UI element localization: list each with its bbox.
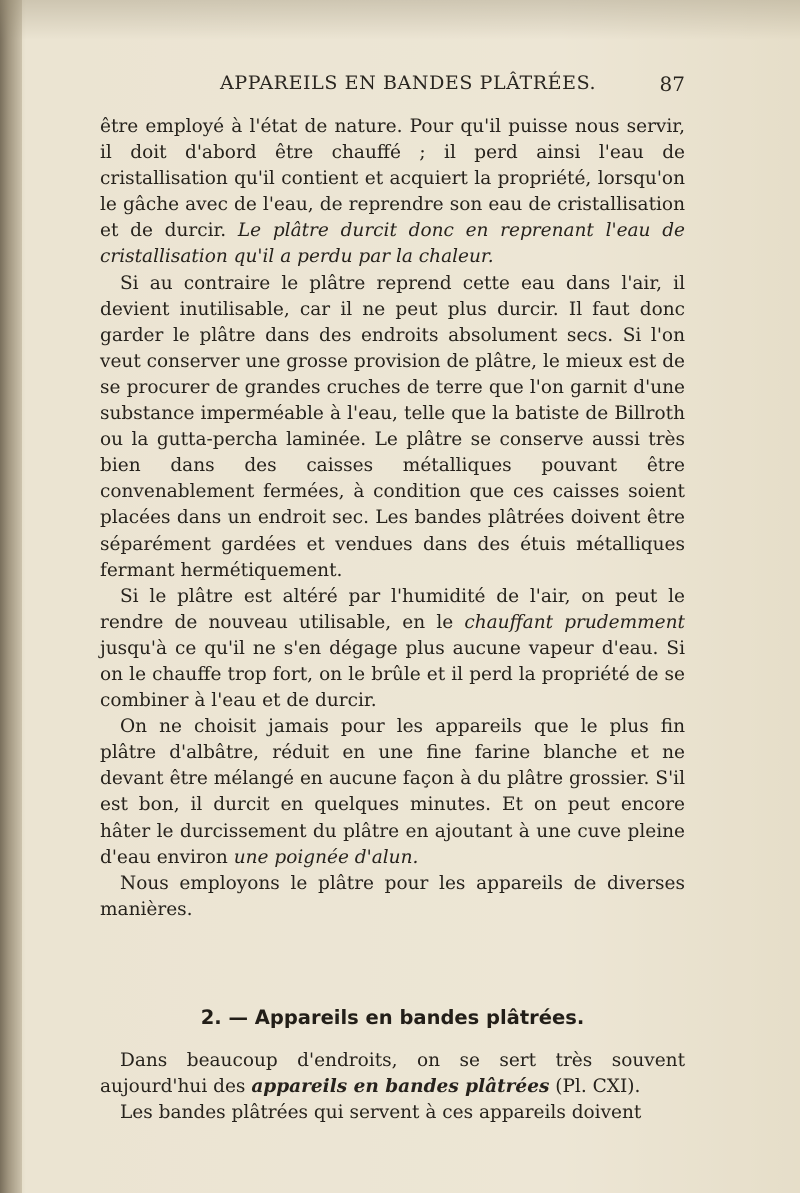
emphasis-text: chauffant prudemment: [464, 611, 685, 633]
paragraph: [100, 271, 685, 584]
paragraph: [100, 714, 685, 871]
running-header: [100, 72, 685, 102]
text-run: Si au contraire le plâtre reprend cette eau dans l'air, il devient inutilisable, car il ne peut plus durcir. Il faut donc garder le plâtre dans des endroits absolument secs. Si l'on veut conserver une grosse provision de plâtre, le mieux est de se procurer de grandes cruches de terre que l'on garnit d'une substance imperméable à l'eau, telle que la batiste de Billroth ou la gutta-percha laminée. Le plâtre se conserve aussi très bien dans des caisses métalliques pouvant être convenablement fermées, à condition que ces caisses soient placées dans un endroit sec. Les bandes plâtrées doivent être séparément gardées et vendues dans des étuis métalliques fermant hermétiquement.: [100, 272, 685, 581]
emphasis-text: une poignée d'alun.: [233, 846, 419, 868]
text-run: jusqu'à ce qu'il ne s'en dégage plus aucune vapeur d'eau. Si on le chauffe trop fort, on le brûle et il perd la propriété de se combiner à l'eau et de durcir.: [100, 637, 685, 712]
body-text-continued: [100, 1048, 685, 1126]
emphasis-text: appareils en bandes plâtrées: [251, 1076, 550, 1098]
page-top-shadow: [0, 0, 800, 40]
text-run: être employé à l'état de nature. Pour qu'il puisse nous servir, il doit d'abord être chauffé ; il perd ainsi l'eau de cristallisation qu'il contient et acquiert la propriété, lorsqu'on le gâche avec de l'eau, de reprendre son eau de cristallisation et de durcir.: [100, 116, 685, 242]
text-run: On ne choisit jamais pour les appareils que le plus fin plâtre d'albâtre, réduit en une fine farine blanche et ne devant être mélangé en aucune façon à du plâtre grossier. S'il est bon, il durcit en quelques minutes. Et on peut encore hâter le durcissement du plâtre en ajoutant à une cuve pleine d'eau environ: [100, 716, 685, 868]
body-text: [100, 114, 685, 923]
section-heading: 2. — Appareils en bandes plâtrées.: [200, 1006, 585, 1029]
running-title: APPAREILS EN BANDES PLÂTRÉES.: [220, 72, 597, 94]
paragraph: [100, 1048, 685, 1100]
text-run: Dans beaucoup d'endroits, on se sert très souvent aujourd'hui des: [100, 1050, 685, 1098]
text-run: Les bandes plâtrées qui servent à ces appareils doivent: [120, 1102, 642, 1124]
text-run: Nous employons le plâtre pour les appareils de diverses manières.: [100, 872, 685, 920]
paragraph: [100, 114, 685, 271]
page-binding-edge: [0, 0, 22, 1193]
text-run: Si le plâtre est altéré par l'humidité de l'air, on peut le rendre de nouveau utilisable, en le: [100, 585, 685, 633]
paragraph: [100, 1100, 685, 1126]
paragraph: [100, 871, 685, 923]
paragraph: [100, 584, 685, 714]
page-number: 87: [659, 72, 685, 96]
text-run: (Pl. CXI).: [549, 1076, 641, 1098]
emphasis-text: Le plâtre durcit donc en reprenant l'eau de cristallisation qu'il a perdu par la chaleur.: [100, 220, 685, 268]
